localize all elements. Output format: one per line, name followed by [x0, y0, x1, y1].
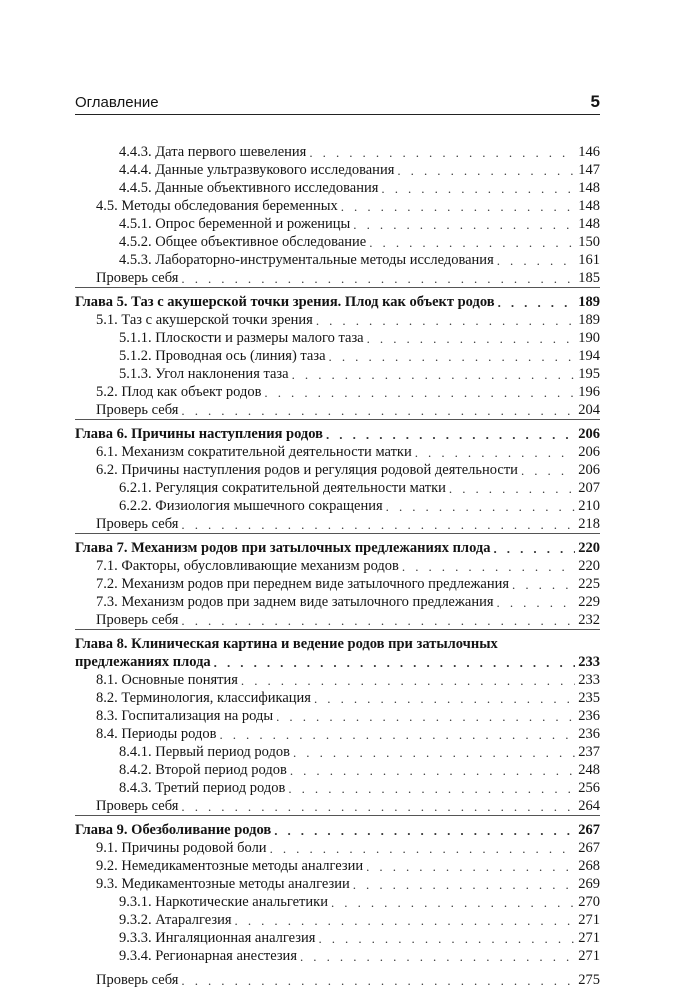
- dot-leader: [181, 403, 575, 419]
- toc-entry-row[interactable]: [75, 215, 600, 233]
- toc-page-number: 264: [578, 798, 600, 814]
- toc-entry-row[interactable]: [75, 947, 600, 965]
- toc-page-number: 225: [578, 576, 600, 592]
- dot-leader: [181, 613, 575, 629]
- toc-page-number: 271: [578, 930, 600, 946]
- toc-entry-title: 6.2.2. Физиология мышечного сокращения: [119, 498, 383, 514]
- toc-page-number: 207: [578, 480, 600, 496]
- toc-entry-row[interactable]: [75, 797, 600, 815]
- toc-entry-title: 9.3.3. Ингаляционная аналгезия: [119, 930, 316, 946]
- toc-page-number: 275: [578, 972, 600, 988]
- toc-entry-row[interactable]: [75, 497, 600, 515]
- toc-page-number: 195: [578, 366, 600, 382]
- toc-entry-title: 8.3. Госпитализация на роды: [96, 708, 274, 724]
- chapter-separator: [75, 533, 600, 534]
- toc-page-number: 220: [578, 558, 600, 574]
- toc-entry-title: 9.3. Медикаментозные методы аналгезии: [96, 876, 350, 892]
- toc-entry-row[interactable]: [75, 893, 600, 911]
- toc-page-number: 148: [578, 198, 600, 214]
- toc-entry-title: 7.1. Факторы, обусловливающие механизм родов: [96, 558, 399, 574]
- dot-leader: [309, 145, 575, 161]
- toc-entry-row[interactable]: [75, 515, 600, 533]
- dot-leader: [449, 481, 575, 497]
- toc-entry-title: 9.1. Причины родовой боли: [96, 840, 267, 856]
- toc-page-number: 206: [578, 444, 600, 460]
- toc-page-number: 233: [578, 654, 600, 670]
- dot-leader: [521, 463, 575, 479]
- dot-leader: [316, 313, 575, 329]
- toc-entry-row[interactable]: [75, 971, 600, 989]
- toc-entry-title: Проверь себя: [96, 972, 179, 988]
- dot-leader: [318, 931, 575, 947]
- toc-page-number: 267: [578, 822, 600, 838]
- toc-entry-row[interactable]: [75, 443, 600, 461]
- toc-entry-row[interactable]: [75, 347, 600, 365]
- toc-page-number: 190: [578, 330, 600, 346]
- toc-entry-row[interactable]: [75, 911, 600, 929]
- toc-page-number: 235: [578, 690, 600, 706]
- toc-entry-row[interactable]: [75, 161, 600, 179]
- toc-entry-row[interactable]: [75, 743, 600, 761]
- dot-leader: [181, 973, 575, 989]
- dot-leader: [274, 823, 575, 839]
- dot-leader: [367, 331, 576, 347]
- toc-entry-title: 4.4.4. Данные ультразвукового исследования: [119, 162, 395, 178]
- toc-chapter-row[interactable]: [75, 635, 600, 653]
- toc-entry-row[interactable]: [75, 479, 600, 497]
- dot-leader: [331, 895, 575, 911]
- page-number: 5: [590, 92, 600, 111]
- toc-page-number: 147: [578, 162, 600, 178]
- toc-page-number: 269: [578, 876, 600, 892]
- toc-entry-row[interactable]: [75, 929, 600, 947]
- dot-leader: [292, 367, 576, 383]
- toc-page-number: 189: [578, 312, 600, 328]
- toc-page-number: 185: [578, 270, 600, 286]
- toc-entry-title: Проверь себя: [96, 798, 179, 814]
- toc-page-number: 236: [578, 726, 600, 742]
- toc-entry-title: 5.1.2. Проводная ось (линия) таза: [119, 348, 326, 364]
- toc-entry-title: 8.4.2. Второй период родов: [119, 762, 287, 778]
- toc-entry-title: Глава 5. Таз с акушерской точки зрения. Плод как объект родов: [75, 294, 495, 310]
- toc-page-number: 256: [578, 780, 600, 796]
- dot-leader: [276, 709, 575, 725]
- dot-leader: [353, 877, 576, 893]
- dot-leader: [300, 949, 575, 965]
- toc-entry-title: 9.3.2. Атаралгезия: [119, 912, 232, 928]
- dot-leader: [369, 235, 575, 251]
- toc-entry-row[interactable]: [75, 401, 600, 419]
- header-title: Оглавление: [75, 94, 159, 111]
- toc-chapter-row[interactable]: [75, 293, 600, 311]
- dot-leader: [264, 385, 575, 401]
- dot-leader: [329, 349, 576, 365]
- toc-page-number: 196: [578, 384, 600, 400]
- toc-entry-title: Глава 6. Причины наступления родов: [75, 426, 323, 442]
- dot-leader: [512, 577, 575, 593]
- toc-page-number: 189: [578, 294, 600, 310]
- toc-entry-title: Проверь себя: [96, 516, 179, 532]
- toc-entry-title: 8.2. Терминология, классификация: [96, 690, 311, 706]
- toc-entry-title: 6.2. Причины наступления родов и регуляция родовой деятельности: [96, 462, 518, 478]
- toc-entry-row[interactable]: [75, 689, 600, 707]
- toc-entry-title: 8.4.1. Первый период родов: [119, 744, 290, 760]
- toc-entry-row[interactable]: [75, 365, 600, 383]
- toc-chapter-row[interactable]: [75, 653, 600, 671]
- running-header: [75, 92, 600, 115]
- toc-page-number: 218: [578, 516, 600, 532]
- toc-entry-title: 4.4.3. Дата первого шевеления: [119, 144, 307, 160]
- dot-leader: [402, 559, 575, 575]
- toc-entry-title: 8.4.3. Третий период родов: [119, 780, 286, 796]
- toc-entry-title: 8.4. Периоды родов: [96, 726, 217, 742]
- toc-entry-row[interactable]: [75, 839, 600, 857]
- dot-leader: [290, 763, 575, 779]
- dot-leader: [270, 841, 576, 857]
- toc-entry-title: 5.2. Плод как объект родов: [96, 384, 262, 400]
- toc-entry-row[interactable]: [75, 233, 600, 251]
- toc-entry-row[interactable]: [75, 461, 600, 479]
- toc-entry-title: 9.2. Немедикаментозные методы аналгезии: [96, 858, 364, 874]
- dot-leader: [326, 427, 575, 443]
- toc-page-number: 229: [578, 594, 600, 610]
- toc-entry-row[interactable]: [75, 593, 600, 611]
- toc-page-number: 148: [578, 180, 600, 196]
- toc-page-number: 237: [578, 744, 600, 760]
- toc-page-number: 233: [578, 672, 600, 688]
- dot-leader: [397, 163, 575, 179]
- toc-page-number: 268: [578, 858, 600, 874]
- toc-entry-title: 6.1. Механизм сократительной деятельности матки: [96, 444, 412, 460]
- toc-entry-row[interactable]: [75, 143, 600, 161]
- toc-page-number: 150: [578, 234, 600, 250]
- toc-entry-title: 5.1.3. Угол наклонения таза: [119, 366, 289, 382]
- toc-page-number: 206: [578, 462, 600, 478]
- toc-entry-title: Глава 9. Обезболивание родов: [75, 822, 272, 838]
- toc-page-number: 270: [578, 894, 600, 910]
- toc-page-number: 220: [578, 540, 600, 556]
- toc-entry-title: 4.5. Методы обследования беременных: [96, 198, 338, 214]
- toc-entry-row[interactable]: [75, 875, 600, 893]
- toc-entry-title: 5.1. Таз с акушерской точки зрения: [96, 312, 313, 328]
- chapter-separator: [75, 629, 600, 630]
- toc-page-number: 194: [578, 348, 600, 364]
- toc-entry-row[interactable]: [75, 269, 600, 287]
- dot-leader: [497, 595, 576, 611]
- dot-leader: [235, 913, 576, 929]
- dot-leader: [386, 499, 576, 515]
- toc-page-number: 161: [578, 252, 600, 268]
- toc-page-number: 146: [578, 144, 600, 160]
- toc-entry-row[interactable]: [75, 707, 600, 725]
- toc-entry-row[interactable]: [75, 251, 600, 269]
- toc-entry-title: 4.5.3. Лабораторно-инструментальные методы исследования: [119, 252, 494, 268]
- dot-leader: [219, 727, 575, 743]
- toc-entry-row[interactable]: [75, 761, 600, 779]
- toc-entry-title: 6.2.1. Регуляция сократительной деятельности матки: [119, 480, 446, 496]
- toc-chapter-row[interactable]: [75, 425, 600, 443]
- chapter-separator: [75, 815, 600, 816]
- toc-entry-title: 4.5.1. Опрос беременной и роженицы: [119, 216, 351, 232]
- toc-chapter-row[interactable]: [75, 539, 600, 557]
- toc-entry-row[interactable]: [75, 311, 600, 329]
- dot-leader: [497, 253, 576, 269]
- toc-entry-title: предлежаниях плода: [75, 654, 211, 670]
- toc-entry-row[interactable]: [75, 197, 600, 215]
- toc-page: [75, 92, 600, 988]
- toc-page-number: 236: [578, 708, 600, 724]
- dot-leader: [494, 541, 576, 557]
- toc-entry-title: 4.5.2. Общее объективное обследование: [119, 234, 367, 250]
- toc-entry-title: 9.3.1. Наркотические анальгетики: [119, 894, 328, 910]
- toc-entry-title: Проверь себя: [96, 402, 179, 418]
- dot-leader: [381, 181, 575, 197]
- chapter-separator: [75, 287, 600, 288]
- toc-entry-title: 7.3. Механизм родов при заднем виде затылочного предлежания: [96, 594, 494, 610]
- dot-leader: [341, 199, 576, 215]
- toc-entry-title: 8.1. Основные понятия: [96, 672, 238, 688]
- toc-entry-row[interactable]: [75, 383, 600, 401]
- chapter-separator: [75, 419, 600, 420]
- toc-page-number: 248: [578, 762, 600, 778]
- toc-entry-title: 7.2. Механизм родов при переднем виде затылочного предлежания: [96, 576, 510, 592]
- dot-leader: [293, 745, 575, 761]
- toc-page-number: 271: [578, 912, 600, 928]
- toc-entry-row[interactable]: [75, 179, 600, 197]
- dot-leader: [181, 271, 575, 287]
- dot-leader: [498, 295, 576, 311]
- toc-entry-title: 4.4.5. Данные объективного исследования: [119, 180, 379, 196]
- toc-entry-title: 5.1.1. Плоскости и размеры малого таза: [119, 330, 364, 346]
- toc-page-number: 267: [578, 840, 600, 856]
- toc-entry-row[interactable]: [75, 575, 600, 593]
- toc-entry-row[interactable]: [75, 779, 600, 797]
- dot-leader: [314, 691, 575, 707]
- toc-entry-row[interactable]: [75, 557, 600, 575]
- toc-entry-row[interactable]: [75, 857, 600, 875]
- dot-leader: [353, 217, 575, 233]
- dot-leader: [181, 799, 575, 815]
- toc-page-number: 204: [578, 402, 600, 418]
- toc-entry-title: Проверь себя: [96, 612, 179, 628]
- toc-entry-row[interactable]: [75, 329, 600, 347]
- toc-chapter-row[interactable]: [75, 821, 600, 839]
- toc-entry-title: Глава 7. Механизм родов при затылочных предлежаниях плода: [75, 540, 491, 556]
- toc-entry-row[interactable]: [75, 725, 600, 743]
- toc-page-number: 210: [578, 498, 600, 514]
- toc-entry-title: Глава 8. Клиническая картина и ведение родов при затылочных: [75, 636, 498, 652]
- dot-leader: [366, 859, 575, 875]
- dot-leader: [241, 673, 575, 689]
- dot-leader: [181, 517, 575, 533]
- dot-leader: [288, 781, 575, 797]
- toc-entry-row[interactable]: [75, 671, 600, 689]
- toc-entry-title: 9.3.4. Регионарная анестезия: [119, 948, 297, 964]
- toc-page-number: 206: [578, 426, 600, 442]
- toc-page-number: 148: [578, 216, 600, 232]
- toc-entry-row[interactable]: [75, 611, 600, 629]
- dot-leader: [214, 655, 576, 671]
- dot-leader: [415, 445, 576, 461]
- toc-page-number: 271: [578, 948, 600, 964]
- toc-page-number: 232: [578, 612, 600, 628]
- toc-entry-title: Проверь себя: [96, 270, 179, 286]
